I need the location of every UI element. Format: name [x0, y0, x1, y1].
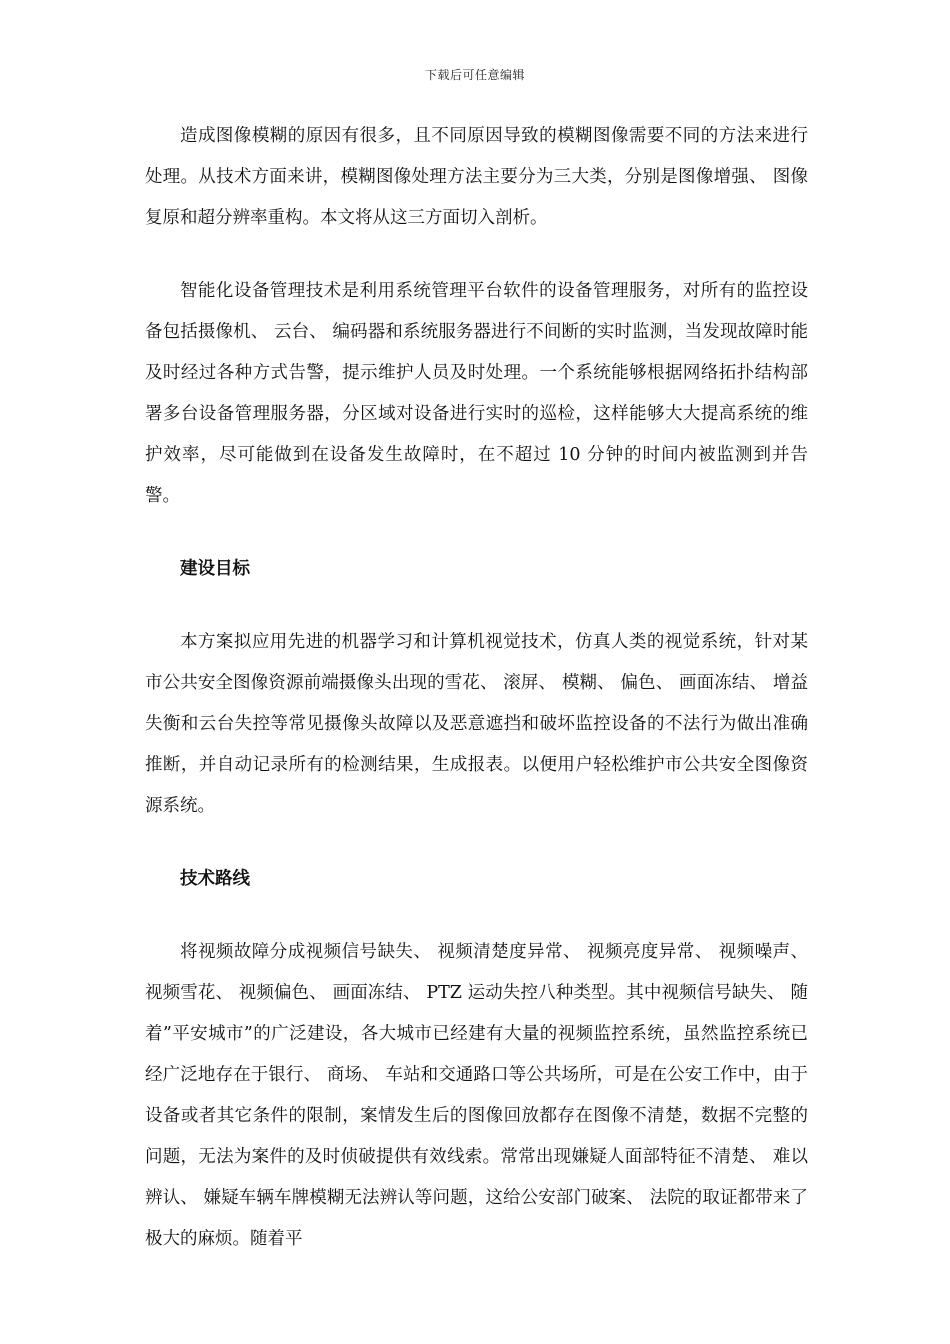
section-heading-technical-route: 技术路线: [180, 869, 250, 889]
paragraph-technical-route: 将视频故障分成视频信号缺失、 视频清楚度异常、 视频亮度异常、 视频噪声、 视频雪花、 视频偏色、 画面冻结、 PTZ 运动失控八种类型。其中视频信号缺失、 随着”平安城市”的广泛建设，各大城市已经建有大量的视频监控系统，虽然监控系统已经广泛地存在于银行、 商场、 车站和交通路口等公共场所，可是在公安工作中，由于设备或者其它条件的限制，案情发生后的图像回放都存在图像不清楚，数据不完整的问题，无法为案件的及时侦破提供有效线索。常常出现嫌疑人面部特征不清楚、 难以辨认、 嫌疑车辆车牌模糊无法辨认等问题，这给公安部门破案、 法院的取证都带来了极大的麻烦。随着平: [145, 942, 808, 1249]
paragraph-goals: 本方案拟应用先进的机器学习和计算机视觉技术，仿真人类的视觉系统，针对某市公共安全图像资源前端摄像头出现的雪花、 滚屏、 模糊、 偏色、 画面冻结、 增益失衡和云台失控等常见摄像头故障以及恶意遮挡和破坏监控设备的不法行为做出准确推断，并自动记录所有的检测结果，生成报表。以便用户轻松维护市公共安全图像资源系统。: [145, 632, 808, 816]
paragraph-device-management: 智能化设备管理技术是利用系统管理平台软件的设备管理服务，对所有的监控设备包括摄像机、 云台、 编码器和系统服务器进行不间断的实时监测，当发现故障时能及时经过各种方式告警，提示维护人员及时处理。一个系统能够根据网络拓扑结构部署多台设备管理服务器，分区域对设备进行实时的巡检，这样能够大大提高系统的维护效率，尽可能做到在设备发生故障时，在不超过 10 分钟的时间内被监测到并告警。: [145, 281, 808, 506]
paragraph-image-blur-causes: 造成图像模糊的原因有很多，且不同原因导致的模糊图像需要不同的方法来进行处理。从技术方面来讲，模糊图像处理方法主要分为三大类，分别是图像增强、 图像复原和超分辨率重构。本文将从这三方面切入剖析。: [145, 126, 808, 228]
section-heading-goals: 建设目标: [180, 559, 250, 579]
page-header: 下载后可任意编辑: [424, 68, 525, 82]
document-body: [145, 116, 808, 1292]
